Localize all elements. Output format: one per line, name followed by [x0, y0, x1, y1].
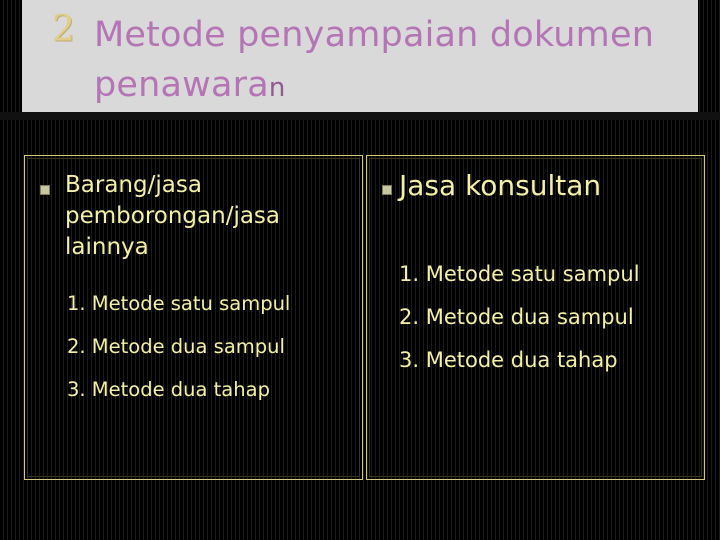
list-item: 3. Metode dua tahap	[399, 348, 618, 372]
left-heading-line: lainnya	[65, 234, 149, 260]
title-number: 2	[52, 9, 75, 50]
title-line-2-last: n	[268, 73, 286, 103]
square-bullet-icon	[40, 185, 50, 195]
right-content-panel	[366, 155, 705, 480]
left-heading	[65, 170, 280, 263]
right-heading: Jasa konsultan	[399, 169, 602, 202]
square-bullet-icon	[382, 185, 392, 195]
left-method-list	[67, 282, 290, 411]
right-method-list	[399, 253, 640, 382]
title-underline-bar	[0, 112, 720, 120]
left-heading-line: Barang/jasa	[65, 172, 202, 198]
list-item: 1. Metode satu sampul	[67, 292, 291, 315]
list-item: 3. Metode dua tahap	[67, 378, 270, 401]
title-line-2-main: penawara	[94, 65, 269, 105]
list-item: 1. Metode satu sampul	[399, 262, 640, 286]
list-item: 2. Metode dua sampul	[67, 335, 285, 358]
title-panel	[22, 0, 698, 112]
left-heading-line: pemborongan/jasa	[65, 203, 281, 229]
title-line-2	[94, 60, 714, 113]
slide-title	[94, 10, 714, 113]
list-item: 2. Metode dua sampul	[399, 305, 634, 329]
left-content-panel	[24, 155, 363, 480]
title-line-1: Metode penyampaian dokumen	[94, 15, 655, 55]
